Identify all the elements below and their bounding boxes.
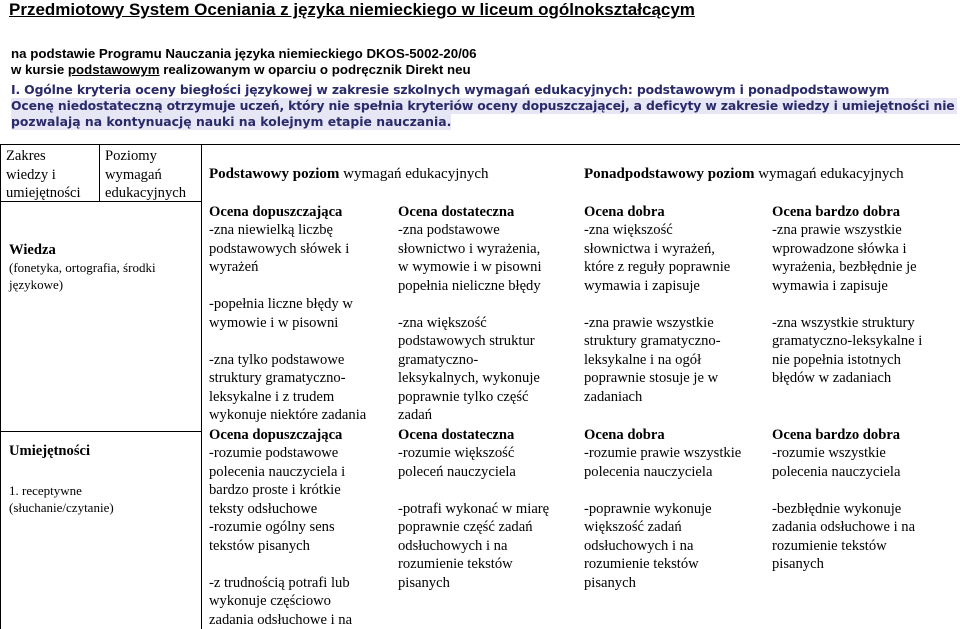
knowledge-sufficient: -zna niewielką liczbę podstawowych słówek i wyrażeń -popełnia liczne błędy w wymowie i w pisowni -zna tylko podstawowe struktury gramatyczno- leksykalne i z trudem wykonuje niektóre zadania <box>209 222 367 423</box>
program-line: na podstawie Programu Nauczania języka niemieckiego DKOS-5002-20/06 <box>11 46 477 61</box>
knowledge-good: -zna większość słownictwa i wyrażeń, które z reguły poprawnie wymawia i zapisuje -zna prawie wszystkie struktury gramatyczno- leksykalne i na ogół poprawnie stosuje je w zadaniach <box>584 222 731 405</box>
knowledge-satisfactory: -zna podstawowe słownictwo i wyrażenia, w wymowie i w pisowni popełnia nieliczne błędy -zna większość podstawowych struktur gramatyczno- leksykalnych, wykonuje poprawnie tylko część zadań <box>398 222 542 423</box>
scope-col-right-rule <box>201 144 202 629</box>
header-scope: Zakres wiedzy i umiejętności <box>6 148 81 201</box>
criteria-insufficient-line1: Ocenę niedostateczną otrzymuje uczeń, który nie spełnia kryteriów oceny dopuszczającej, a deficyty w zakresie wiedzy i umiejętności nie <box>11 98 957 114</box>
header-basic-bold: Podstawowy poziom <box>209 166 340 182</box>
section-skills-subtitle: 1. receptywne (słuchanie/czytanie) <box>9 483 114 515</box>
grade-very-good-2: Ocena bardzo dobra <box>772 427 901 443</box>
grade-satisfactory-2: Ocena dostateczna <box>398 427 515 443</box>
grade-good-2: Ocena dobra <box>584 427 665 443</box>
section-divider-rule <box>0 431 201 432</box>
course-line-underlined: podstawowym <box>67 62 160 77</box>
skills-satisfactory: -rozumie większość poleceń nauczyciela -potrafi wykonać w miarę poprawnie część zadań odsłuchowych i na rozumienie tekstów pisanych <box>398 445 550 591</box>
grade-sufficient-2: Ocena dopuszczająca <box>209 427 343 443</box>
knowledge-very-good: -zna prawie wszystkie wprowadzone słówka i wyrażenia, bezbłędnie je wymawia i zapisuje -zna wszystkie struktury gramatyczno-leksykalne i nie popełnia istotnych błędów w zadaniach <box>772 222 923 386</box>
grade-satisfactory: Ocena dostateczna <box>398 204 515 220</box>
course-line-post: realizowanym w oparciu o podręcznik Direkt neu <box>159 62 471 77</box>
header-extended-rest: wymagań edukacyjnych <box>754 166 904 182</box>
skills-very-good: -rozumie wszystkie polecenia nauczyciela -bezbłędnie wykonuje zadania odsłuchowe i na rozumienie tekstów pisanych <box>772 445 916 572</box>
grade-very-good: Ocena bardzo dobra <box>772 204 901 220</box>
criteria-heading: I. Ogólne kryteria oceny biegłości językowej w zakresie szkolnych wymagań edukacyjnych: podstawowym i ponadpodstawowym <box>11 82 890 97</box>
criteria-insufficient-line2: pozwalają na kontynuację nauki na kolejnym etapie nauczania. <box>11 114 452 129</box>
skills-sufficient: -rozumie podstawowe polecenia nauczyciela i bardzo proste i krótkie teksty odsłuchowe -rozumie ogólny sens tekstów pisanych -z trudnością potrafi lub wykonuje częściowo zadania odsłuchowe i na <box>209 445 353 628</box>
document-title: Przedmiotowy System Oceniania z języka niemieckiego w liceum ogólnokształcącym <box>9 0 695 19</box>
table-left-rule <box>0 144 1 629</box>
section-knowledge-title: Wiedza <box>9 242 56 258</box>
header-basic-rest: wymagań edukacyjnych <box>339 166 489 182</box>
grade-good: Ocena dobra <box>584 204 665 220</box>
skills-good: -rozumie prawie wszystkie polecenia nauczyciela -poprawnie wykonuje większość zadań odsłuchowych i na rozumienie tekstów pisanych <box>584 445 742 591</box>
header-col-divider <box>99 144 100 201</box>
header-extended-bold: Ponadpodstawowy poziom <box>584 166 755 182</box>
course-line-pre: w kursie <box>11 62 68 77</box>
header-levels: Poziomy wymagań edukacyjnych <box>105 148 187 201</box>
grade-sufficient: Ocena dopuszczająca <box>209 204 343 220</box>
header-extended-level <box>584 165 904 184</box>
section-knowledge-subtitle: (fonetyka, ortografia, środki językowe) <box>9 260 156 292</box>
section-skills-title: Umiejętności <box>9 443 91 459</box>
header-basic-level <box>209 165 489 184</box>
table-top-rule <box>0 144 960 145</box>
